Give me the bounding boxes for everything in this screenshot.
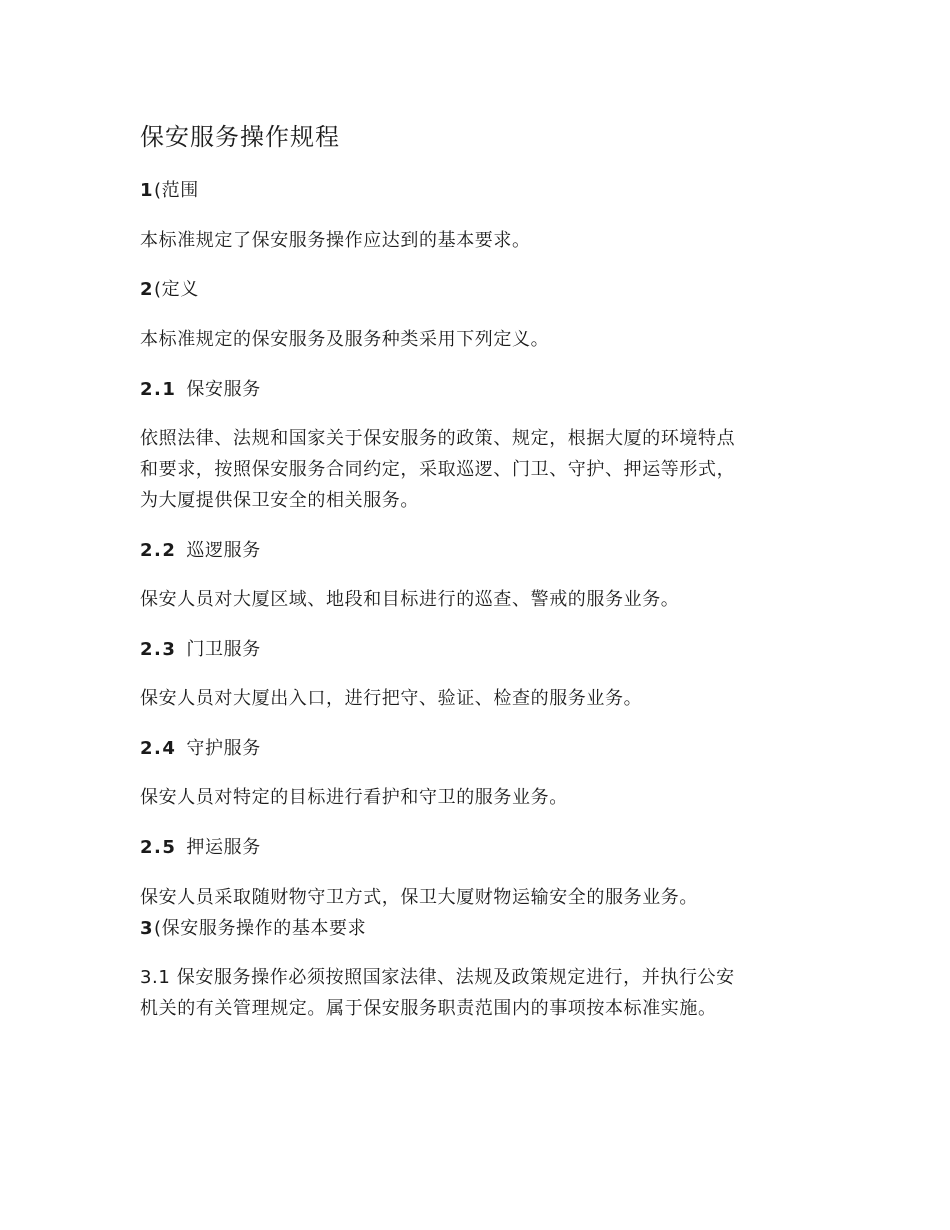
section-number: 2.2 xyxy=(140,540,177,561)
section-label: 门卫服务 xyxy=(186,639,261,660)
section-2-2-heading xyxy=(140,535,820,566)
section-label: 保安服务操作的基本要求 xyxy=(161,918,367,939)
section-label: 守护服务 xyxy=(186,738,261,759)
body-line: 3.1 保安服务操作必须按照国家法律、法规及政策规定进行，并执行公安 xyxy=(140,967,735,988)
section-2-4-body: 保安人员对特定的目标进行看护和守卫的服务业务。 xyxy=(140,787,568,808)
section-number: 2.4 xyxy=(140,738,177,759)
section-2-4-heading xyxy=(140,733,820,764)
section-separator: ( xyxy=(154,279,162,300)
section-2-5-heading xyxy=(140,832,820,863)
section-number: 2.1 xyxy=(140,379,177,400)
section-number: 2.5 xyxy=(140,837,177,858)
section-1-heading xyxy=(140,175,820,206)
section-3-heading xyxy=(140,913,820,944)
body-line: 和要求，按照保安服务合同约定，采取巡逻、门卫、守护、押运等形式， xyxy=(140,459,736,480)
section-2-3-body: 保安人员对大厦出入口，进行把守、验证、检查的服务业务。 xyxy=(140,688,643,709)
section-number: 1 xyxy=(140,180,155,201)
body-line: 为大厦提供保卫安全的相关服务。 xyxy=(140,490,419,511)
body-line: 机关的有关管理规定。属于保安服务职责范围内的事项按本标准实施。 xyxy=(140,998,717,1019)
section-label: 押运服务 xyxy=(186,837,261,858)
section-2-heading xyxy=(140,274,820,305)
section-separator: ( xyxy=(154,180,162,201)
section-3-1-body xyxy=(140,962,820,1024)
section-number: 3 xyxy=(140,918,155,939)
body-line: 依照法律、法规和国家关于保安服务的政策、规定，根据大厦的环境特点 xyxy=(140,428,736,449)
section-1-body: 本标准规定了保安服务操作应达到的基本要求。 xyxy=(140,230,531,251)
document-title: 保安服务操作规程 xyxy=(140,123,340,151)
section-number: 2.3 xyxy=(140,639,177,660)
section-label: 定义 xyxy=(161,279,199,300)
section-label: 保安服务 xyxy=(186,379,261,400)
section-number: 2 xyxy=(140,279,155,300)
section-2-1-heading xyxy=(140,374,820,405)
section-2-2-body: 保安人员对大厦区域、地段和目标进行的巡查、警戒的服务业务。 xyxy=(140,589,680,610)
section-label: 巡逻服务 xyxy=(186,540,261,561)
section-label: 范围 xyxy=(161,180,199,201)
section-2-3-heading xyxy=(140,634,820,665)
section-2-body: 本标准规定的保安服务及服务种类采用下列定义。 xyxy=(140,329,550,350)
section-2-1-body xyxy=(140,423,820,516)
section-2-5-body: 保安人员采取随财物守卫方式，保卫大厦财物运输安全的服务业务。 xyxy=(140,887,698,908)
section-separator: ( xyxy=(154,918,162,939)
